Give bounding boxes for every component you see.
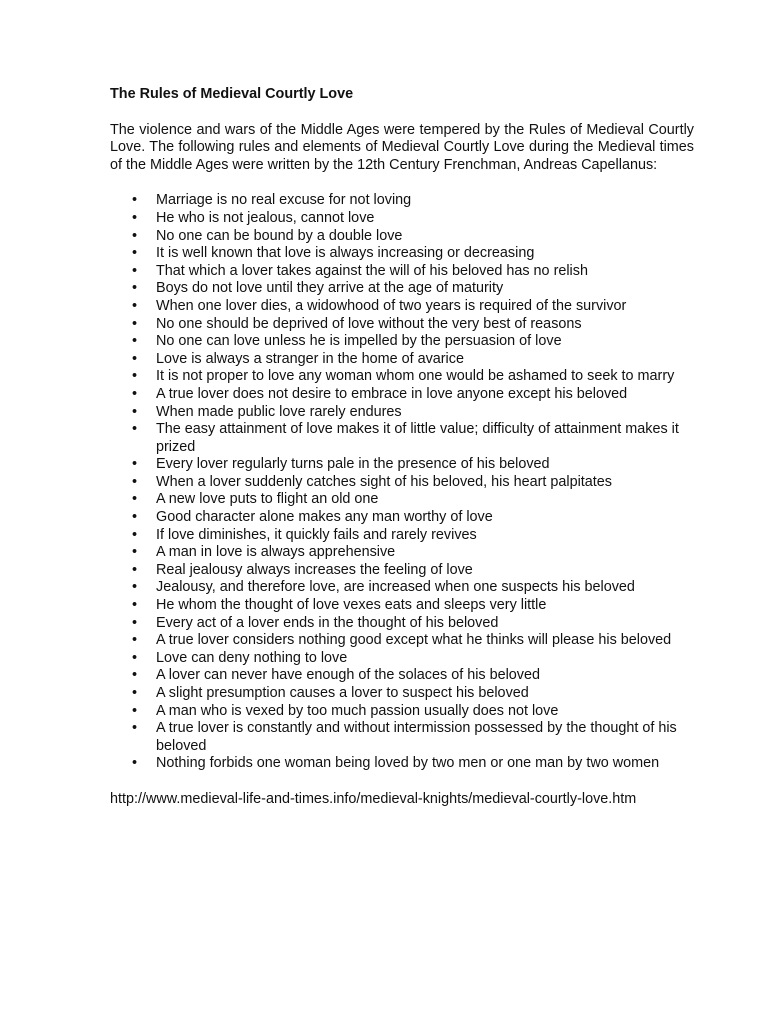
rule-item bbox=[110, 298, 694, 316]
rule-text: The easy attainment of love makes it of little value; difficulty of attainment makes it prized bbox=[156, 421, 679, 455]
rule-text: No one should be deprived of love without the very best of reasons bbox=[156, 315, 582, 332]
rule-text: A true lover is constantly and without intermission possessed by the thought of his beloved bbox=[156, 720, 677, 754]
rule-item bbox=[110, 597, 694, 615]
bullet-icon: • bbox=[132, 262, 138, 279]
rule-item bbox=[110, 351, 694, 369]
rule-text: If love diminishes, it quickly fails and rarely revives bbox=[156, 526, 477, 543]
bullet-icon: • bbox=[132, 614, 138, 631]
bullet-icon: • bbox=[132, 245, 138, 262]
rule-text: Boys do not love until they arrive at the age of maturity bbox=[156, 280, 504, 297]
bullet-icon: • bbox=[132, 685, 138, 701]
rule-item bbox=[110, 421, 694, 456]
rule-item bbox=[110, 562, 694, 580]
document-page bbox=[110, 86, 694, 809]
rule-text: Nothing forbids one woman being loved by two men or one man by two women bbox=[156, 755, 660, 772]
rule-item bbox=[110, 720, 694, 755]
rule-item bbox=[110, 263, 694, 281]
rule-item bbox=[110, 245, 694, 263]
bullet-icon: • bbox=[132, 720, 138, 737]
rules-list bbox=[110, 192, 694, 773]
rule-item bbox=[110, 316, 694, 334]
bullet-icon: • bbox=[132, 297, 138, 314]
rule-text: A true lover does not desire to embrace in love anyone except his beloved bbox=[156, 385, 628, 402]
rule-text: A man in love is always apprehensive bbox=[156, 544, 396, 561]
rule-text: Every act of a lover ends in the thought of his beloved bbox=[156, 614, 499, 631]
rule-item bbox=[110, 474, 694, 492]
rule-item bbox=[110, 280, 694, 298]
bullet-icon: • bbox=[132, 473, 138, 490]
rule-text: It is well known that love is always increasing or decreasing bbox=[156, 245, 535, 262]
bullet-icon: • bbox=[132, 227, 138, 244]
rule-item bbox=[110, 703, 694, 721]
rule-text: A lover can never have enough of the solaces of his beloved bbox=[156, 667, 541, 684]
rule-item bbox=[110, 228, 694, 246]
rule-item bbox=[110, 579, 694, 597]
rule-item bbox=[110, 667, 694, 685]
rule-text: A true lover considers nothing good except what he thinks will please his beloved bbox=[156, 632, 672, 649]
rule-text: A man who is vexed by too much passion usually does not love bbox=[156, 702, 559, 719]
rule-text: He who is not jealous, cannot love bbox=[156, 209, 375, 226]
bullet-icon: • bbox=[132, 544, 138, 561]
bullet-icon: • bbox=[132, 192, 138, 209]
rule-text: Jealousy, and therefore love, are increased when one suspects his beloved bbox=[156, 579, 635, 596]
bullet-icon: • bbox=[132, 579, 138, 596]
rule-text: He whom the thought of love vexes eats and sleeps very little bbox=[156, 597, 547, 614]
bullet-icon: • bbox=[132, 597, 138, 614]
bullet-icon: • bbox=[132, 315, 138, 332]
rule-item bbox=[110, 509, 694, 527]
document-title: The Rules of Medieval Courtly Love bbox=[110, 86, 354, 102]
rule-text: A slight presumption causes a lover to suspect his beloved bbox=[156, 685, 529, 701]
rule-text: No one can love unless he is impelled by the persuasion of love bbox=[156, 333, 562, 350]
rule-item bbox=[110, 685, 694, 703]
rule-item bbox=[110, 615, 694, 633]
rule-text: Real jealousy always increases the feeling of love bbox=[156, 561, 473, 578]
bullet-icon: • bbox=[132, 526, 138, 543]
rule-text: It is not proper to love any woman whom one would be ashamed to seek to marry bbox=[156, 368, 675, 385]
rule-item bbox=[110, 491, 694, 509]
bullet-icon: • bbox=[132, 368, 138, 385]
rule-text: Love is always a stranger in the home of avarice bbox=[156, 350, 464, 367]
rule-item bbox=[110, 192, 694, 210]
rule-item bbox=[110, 404, 694, 422]
bullet-icon: • bbox=[132, 667, 138, 684]
rule-item bbox=[110, 650, 694, 668]
bullet-icon: • bbox=[132, 421, 138, 438]
bullet-icon: • bbox=[132, 333, 138, 350]
rule-item bbox=[110, 386, 694, 404]
rule-text: No one can be bound by a double love bbox=[156, 227, 403, 244]
rule-item bbox=[110, 755, 694, 773]
rule-text: Every lover regularly turns pale in the presence of his beloved bbox=[156, 456, 550, 473]
bullet-icon: • bbox=[132, 649, 138, 666]
source-url: http://www.medieval-life-and-times.info/medieval-knights/medieval-courtly-love.htm bbox=[110, 790, 637, 807]
rule-text: That which a lover takes against the will of his beloved has no relish bbox=[156, 262, 588, 279]
rule-text: Love can deny nothing to love bbox=[156, 649, 348, 666]
rule-item bbox=[110, 456, 694, 474]
rule-item bbox=[110, 333, 694, 351]
rule-text: A new love puts to flight an old one bbox=[156, 491, 379, 508]
bullet-icon: • bbox=[132, 403, 138, 420]
bullet-icon: • bbox=[132, 456, 138, 473]
rule-text: Marriage is no real excuse for not loving bbox=[156, 192, 412, 209]
rule-item bbox=[110, 210, 694, 228]
bullet-icon: • bbox=[132, 509, 138, 526]
rule-item bbox=[110, 527, 694, 545]
bullet-icon: • bbox=[132, 755, 138, 772]
bullet-icon: • bbox=[132, 280, 138, 297]
bullet-icon: • bbox=[132, 209, 138, 226]
rule-item bbox=[110, 632, 694, 650]
bullet-icon: • bbox=[132, 491, 138, 508]
rule-text: When a lover suddenly catches sight of his beloved, his heart palpitates bbox=[156, 473, 612, 490]
intro-paragraph: The violence and wars of the Middle Ages were tempered by the Rules of Medieval Courtly Love. The following rules and elements of Medieval Courtly Love during the Medieval times of the Middle Ages were written by the 12th Century Frenchman, Andreas Capellanus: bbox=[110, 121, 694, 173]
bullet-icon: • bbox=[132, 561, 138, 578]
rule-text: When one lover dies, a widowhood of two years is required of the survivor bbox=[156, 297, 627, 314]
rule-text: Good character alone makes any man worthy of love bbox=[156, 509, 493, 526]
bullet-icon: • bbox=[132, 350, 138, 367]
rule-item bbox=[110, 544, 694, 562]
bullet-icon: • bbox=[132, 385, 138, 402]
bullet-icon: • bbox=[132, 632, 138, 649]
bullet-icon: • bbox=[132, 702, 138, 719]
rule-text: When made public love rarely endures bbox=[156, 403, 402, 420]
rule-item bbox=[110, 368, 694, 386]
